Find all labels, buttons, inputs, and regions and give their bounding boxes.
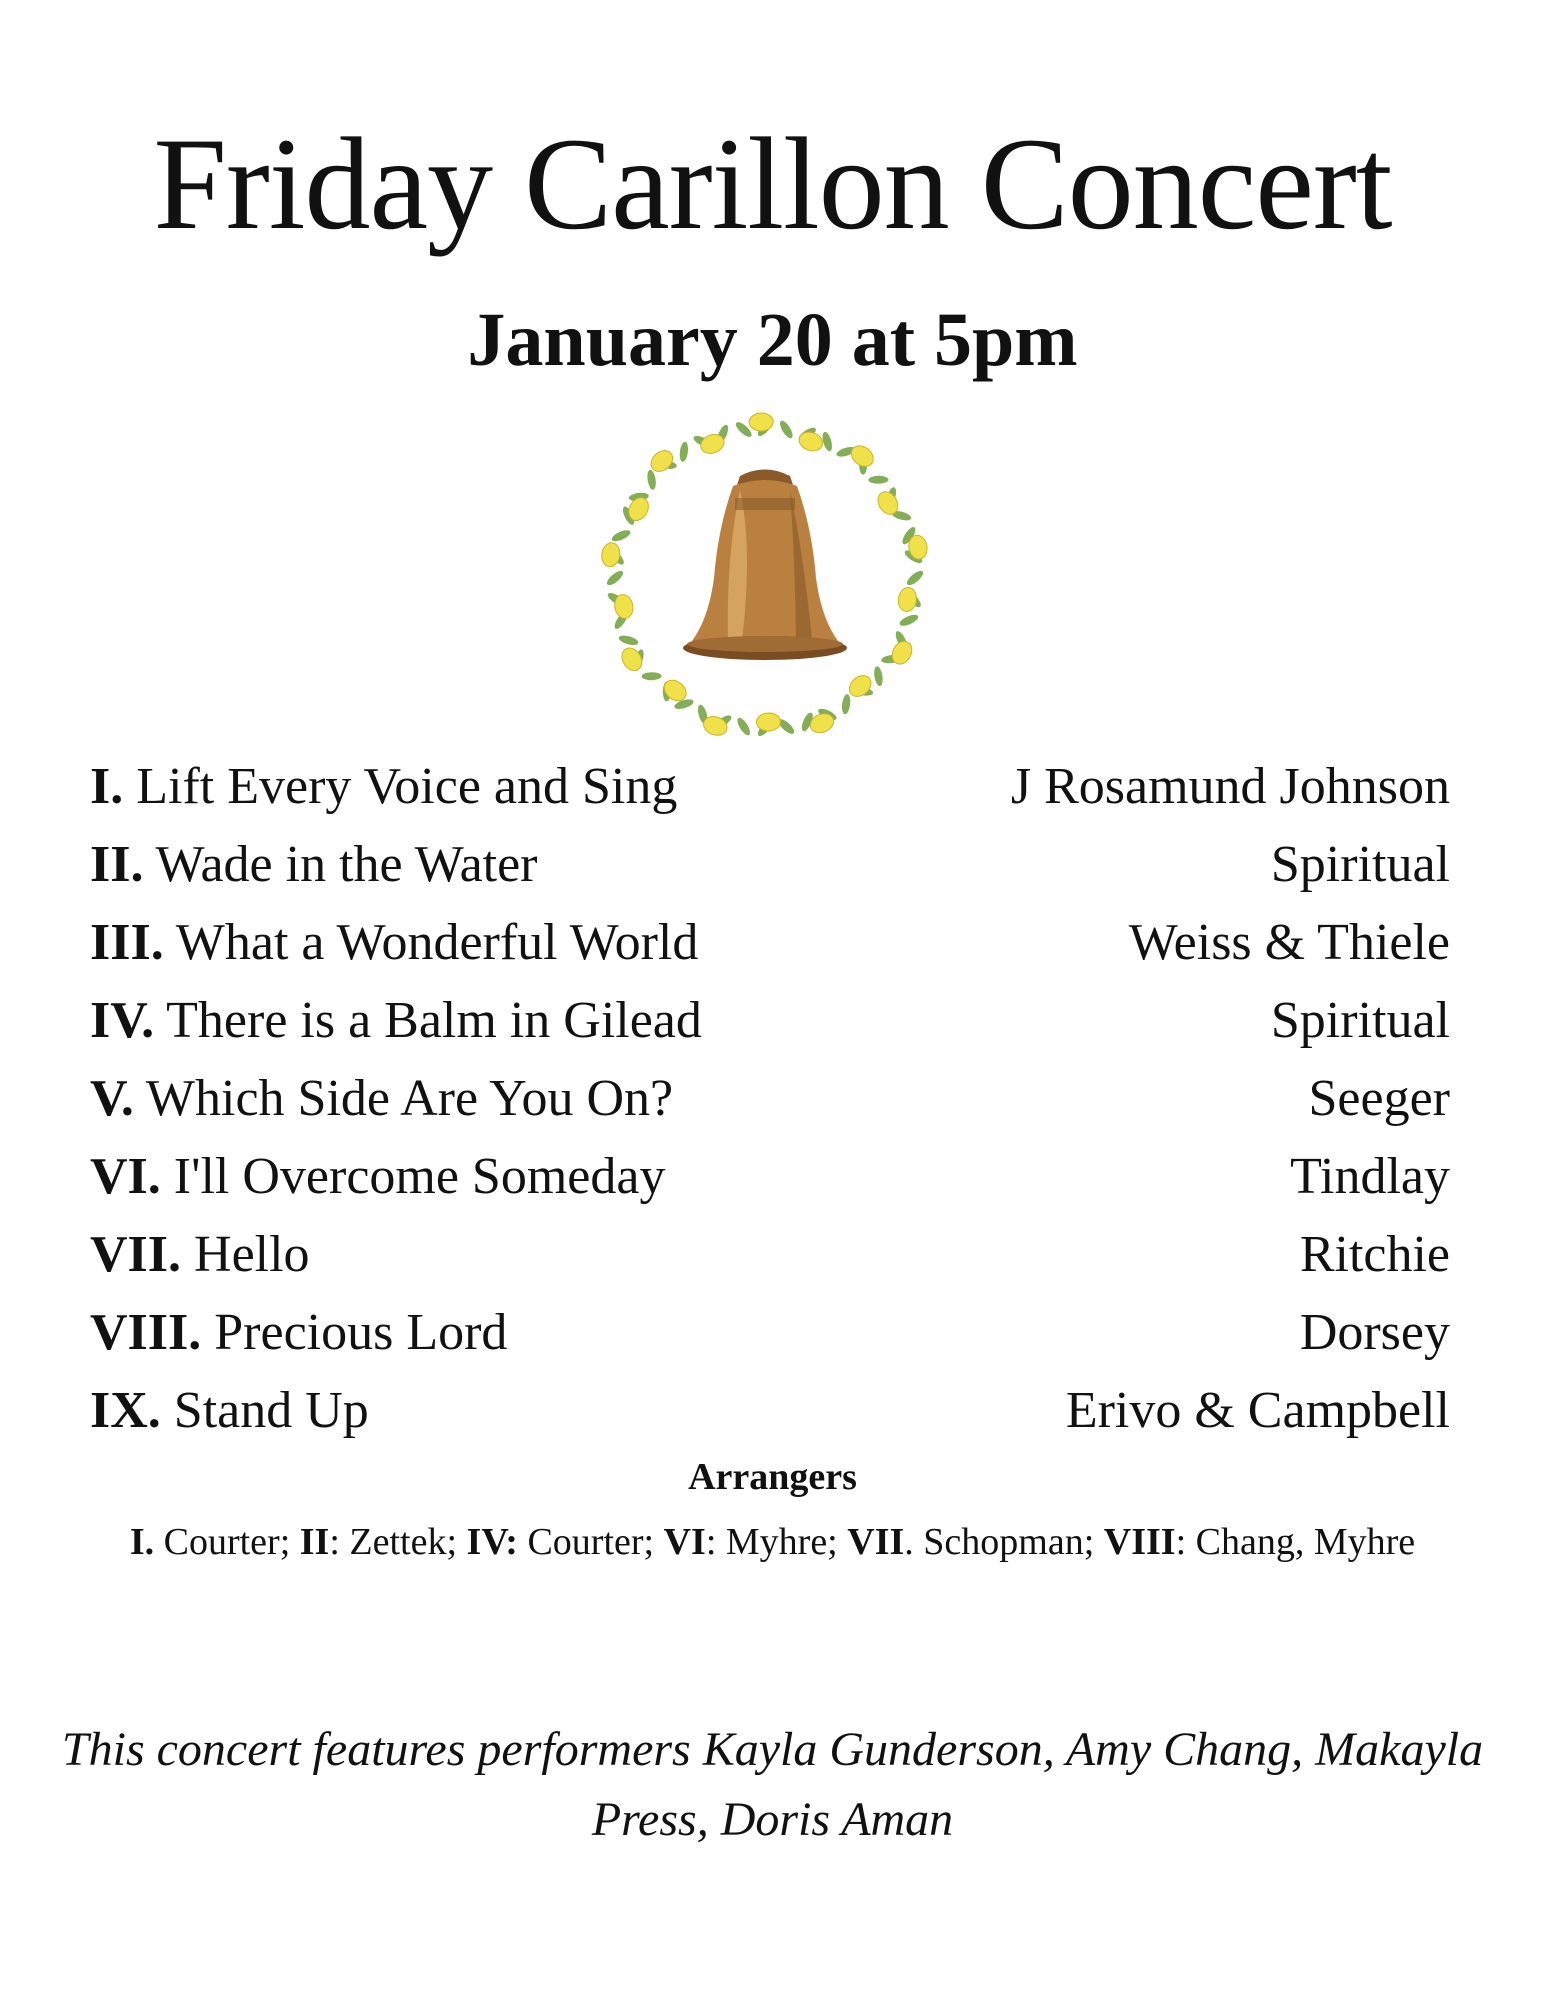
- program-item-numeral: II.: [90, 836, 144, 893]
- program-item-piece: [90, 1372, 369, 1450]
- program-item-title: Precious Lord: [214, 1304, 508, 1361]
- program-item-title: Which Side Are You On?: [145, 1070, 674, 1127]
- arrangers-list: [80, 1512, 1465, 1572]
- program-item-numeral: IV.: [90, 992, 155, 1049]
- wreath-leaf: [642, 672, 662, 680]
- program-item-piece: [90, 1138, 665, 1216]
- arranger-name: . Schopman;: [904, 1521, 1104, 1563]
- arranger-numeral: II: [299, 1521, 330, 1563]
- wreath-lemon: [749, 413, 773, 432]
- wreath-lemon: [897, 586, 918, 612]
- program-item-composer: Seeger: [1308, 1070, 1450, 1127]
- performers-line-2: Press, Doris Aman: [591, 1793, 954, 1846]
- page-title: Friday Carillon Concert: [153, 110, 1392, 257]
- arranger-name: : Myhre;: [705, 1521, 848, 1563]
- program-item-numeral: I.: [90, 758, 124, 815]
- program-item-numeral: III.: [90, 914, 164, 971]
- program-item-title: Hello: [194, 1226, 310, 1283]
- program-item-numeral: IX.: [90, 1382, 161, 1439]
- wreath-leaf: [868, 476, 888, 484]
- program-item-numeral: VI.: [90, 1148, 161, 1205]
- bell-icon: [683, 470, 847, 661]
- program-item-title: I'll Overcome Someday: [173, 1148, 666, 1205]
- program-item: [90, 748, 1450, 826]
- program-item-composer: Dorsey: [1299, 1304, 1450, 1361]
- program-item-composer: Erivo & Campbell: [1065, 1382, 1450, 1439]
- program-item-composer: Spiritual: [1270, 992, 1450, 1049]
- arranger-numeral: VIII: [1103, 1521, 1176, 1563]
- program-item-piece: [90, 904, 698, 982]
- program-item: [90, 1138, 1450, 1216]
- arranger-numeral: IV:: [466, 1521, 518, 1563]
- wreath-leaf: [610, 528, 632, 543]
- program-item-composer: J Rosamund Johnson: [1010, 758, 1450, 815]
- program-item-numeral: VIII.: [90, 1304, 202, 1361]
- program-item: [90, 1060, 1450, 1138]
- program-item-composer: Ritchie: [1299, 1226, 1450, 1283]
- program-item: [90, 1372, 1450, 1450]
- wreath-leaf: [905, 569, 925, 588]
- wreath-leaf: [618, 634, 639, 647]
- arranger-name: : Zettek;: [329, 1521, 467, 1563]
- program-item-piece: [90, 982, 702, 1060]
- program-item-title: What a Wonderful World: [175, 914, 699, 971]
- arrangers-heading: Arrangers: [688, 1456, 857, 1498]
- program-item-piece: [90, 1294, 507, 1372]
- program-item-piece: [90, 826, 538, 904]
- program-item-title: Stand Up: [173, 1382, 369, 1439]
- wreath-leaf: [679, 441, 689, 462]
- arranger-numeral: VII: [847, 1521, 905, 1563]
- program-item-title: Lift Every Voice and Sing: [136, 758, 678, 815]
- performers-line-1: This concert features performers Kayla Gunderson, Amy Chang, Makayla: [61, 1723, 1484, 1776]
- program-item-composer: Spiritual: [1270, 836, 1450, 893]
- performers-note: [60, 1715, 1485, 1855]
- wreath-lemon: [618, 644, 646, 674]
- bell-wreath-icon: [590, 408, 940, 748]
- wreath-lemon: [797, 429, 825, 454]
- program-item: [90, 1294, 1450, 1372]
- wreath-leaf: [778, 419, 795, 440]
- program-item-piece: [90, 1060, 673, 1138]
- program-item-title: Wade in the Water: [155, 836, 538, 893]
- program-item: [90, 982, 1450, 1060]
- program-item-composer: Tindlay: [1290, 1148, 1450, 1205]
- wreath-leaf: [898, 613, 920, 628]
- concert-date: January 20 at 5pm: [467, 298, 1078, 382]
- wreath-leaf: [646, 469, 657, 490]
- program-list: [90, 748, 1450, 1450]
- program-item-numeral: V.: [90, 1070, 134, 1127]
- program-item-piece: [90, 748, 677, 826]
- wreath-lemon: [845, 671, 875, 700]
- program-item-title: There is a Balm in Gilead: [166, 992, 702, 1049]
- wreath-lemon: [600, 541, 621, 567]
- wreath-leaf: [841, 694, 851, 715]
- wreath-lemon: [756, 713, 780, 732]
- program-item: [90, 1216, 1450, 1294]
- program-item: [90, 826, 1450, 904]
- program-item-numeral: VII.: [90, 1226, 182, 1283]
- arranger-numeral: I.: [129, 1521, 155, 1563]
- arranger-name: : Chang, Myhre: [1175, 1521, 1416, 1563]
- arranger-numeral: VI: [663, 1521, 706, 1563]
- wreath-lemon: [888, 638, 915, 668]
- wreath-leaf: [605, 569, 625, 588]
- wreath-leaf: [735, 716, 752, 737]
- arranger-name: Courter;: [154, 1521, 300, 1563]
- program-item-composer: Weiss & Thiele: [1128, 914, 1450, 971]
- wreath-lemon: [847, 442, 877, 471]
- arranger-name: Courter;: [517, 1521, 664, 1563]
- program-item: [90, 904, 1450, 982]
- wreath-leaf: [873, 666, 884, 687]
- program-item-piece: [90, 1216, 310, 1294]
